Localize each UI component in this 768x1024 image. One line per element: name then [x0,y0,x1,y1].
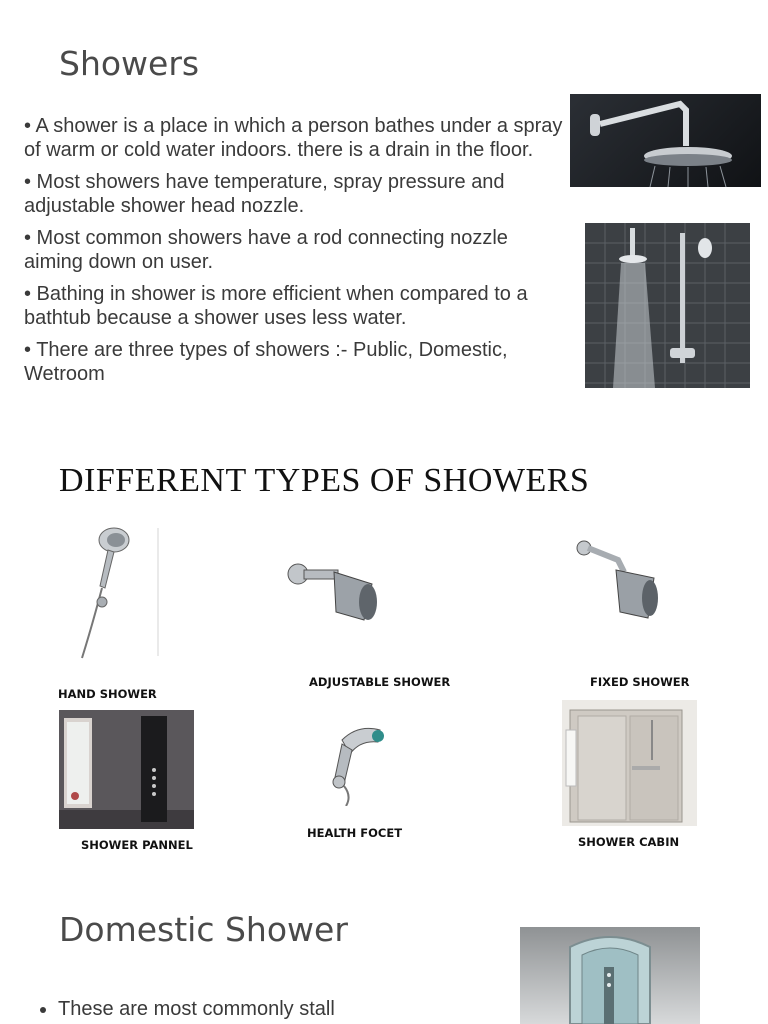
domestic-shower-cabin-image [520,927,700,1024]
bullet-item: • Most showers have temperature, spray pressure and adjustable shower head nozzle. [24,171,505,217]
bullet-item: • Most common showers have a rod connecting nozzle aiming down on user. [24,227,508,273]
adjustable-shower-image [284,552,384,624]
bullet-item: • There are three types of showers :- Public, Domestic, Wetroom [24,339,508,385]
section-title-domestic: Domestic Shower [59,910,348,949]
caption-fixed-shower: FIXED SHOWER [590,675,690,689]
shower-cabin-image [562,700,697,826]
wall-shower-image [585,223,750,388]
caption-shower-cabin: SHOWER CABIN [578,835,680,849]
bullet-item: • A shower is a place in which a person bathes under a spray of warm or cold water indoors. there is a drain in the floor. [24,115,563,161]
hand-shower-image [72,526,162,660]
shower-panel-image [59,710,194,829]
bullet-item: • These are most commonly stall [58,998,478,1021]
health-faucet-image [322,720,388,806]
caption-adjustable-shower: ADJUSTABLE SHOWER [309,675,451,689]
caption-hand-shower: HAND SHOWER [58,687,157,701]
caption-shower-pannel: SHOWER PANNEL [81,838,193,852]
page-title: Showers [59,44,200,83]
intro-bullets [24,114,564,394]
section-title-types: DIFFERENT TYPES OF SHOWERS [59,462,590,499]
domestic-bullets [40,998,478,1021]
bullet-item: • Bathing in shower is more efficient when compared to a bathtub because a shower uses less water. [24,283,528,329]
rain-shower-image [570,94,761,187]
fixed-shower-image [574,538,664,622]
caption-health-focet: HEALTH FOCET [307,826,403,840]
